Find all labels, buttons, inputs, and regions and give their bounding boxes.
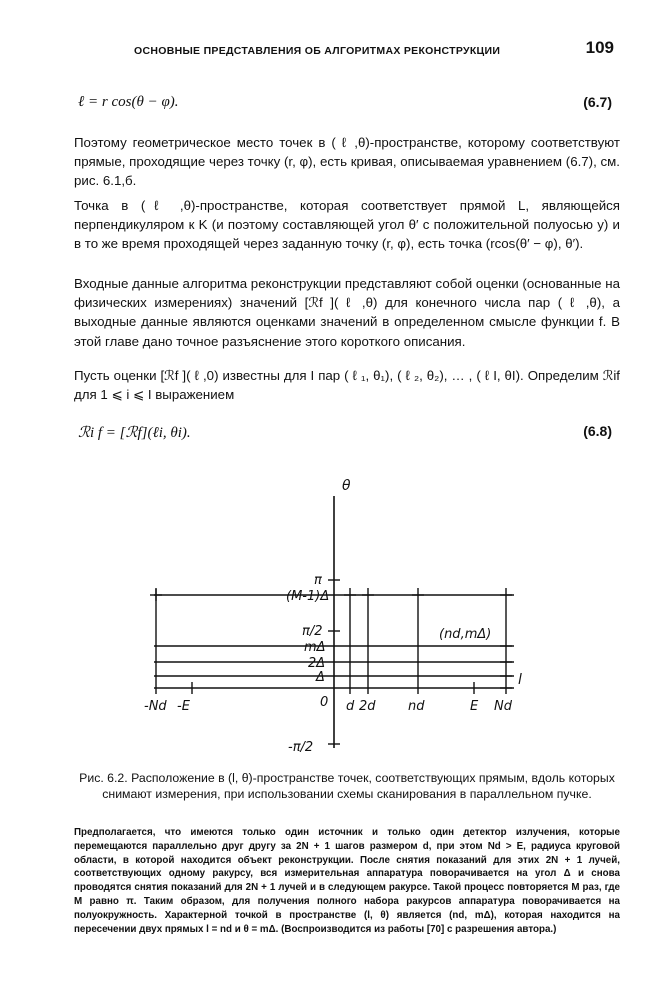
label-pi: π	[314, 573, 322, 588]
figure-caption: Рис. 6.2. Расположение в (l, θ)-пространстве точек, соответствующих прямым, вдоль которых снимают измерения, при использовании схемы сканирования в параллельном пучке.	[79, 771, 615, 801]
paragraph-3: Входные данные алгоритма реконструкции представляют собой оценки (основанные на физических измерениях) значений [ℛf ]( ℓ ,θ) для конечного числа пар ( ℓ ,θ), а выходные данные являются оценками значений в определенном смысле функции f. В этой главе дано точное разъяснение этого короткого описания.	[74, 276, 620, 349]
label-delta: Δ	[316, 670, 325, 685]
page-header	[0, 38, 666, 62]
equation-6-8	[64, 423, 624, 445]
label-d: d	[346, 699, 355, 714]
page-number: 109	[585, 38, 614, 57]
label-zero: 0	[320, 695, 329, 710]
theta-axis-label: θ	[342, 478, 351, 494]
label-minus-pi-half: -π/2	[288, 740, 314, 755]
label-big-nd: Nd	[494, 699, 512, 714]
figure-6-2	[74, 468, 634, 768]
paragraph-1: Поэтому геометрическое место точек в ( ℓ ,θ)-пространстве, которому соответствуют прямые, проходящие через точку (r, φ), есть кривая, описываемая уравнением (6.7), см. рис. 6.1,б.	[74, 135, 620, 189]
point-label: (nd,mΔ)	[439, 627, 492, 642]
label-2delta: 2Δ	[308, 656, 326, 671]
equation-number: (6.7)	[583, 94, 612, 110]
label-nd: nd	[408, 699, 425, 714]
label-pi-half: π/2	[302, 624, 323, 639]
equation-number: (6.8)	[583, 423, 612, 439]
figure-note: Предполагается, что имеются только один источник и только один детектор излучения, которые перемещаются параллельно друг другу за 2N + 1 шагов размером d, при этом Nd > E, радиуса круговой области, в которой находится объект реконструкции. После снятия показаний для этих 2N + 1 лучей, соответствующих одному ракурсу, вся измерительная аппаратура поворачивается на угол Δ и снова проводятся снятия показаний для 2N + 1 лучей и в следующем ракурсе. Такой процесс повторяется M раз, где M равно π. Таким образом, для получения полного набора ракурсов аппаратура поворачивается на полуокружность. Характерной точкой в пространстве (l, θ) является (nd, mΔ), которая находится на пересечении двух прямых l = nd и θ = mΔ. (Воспроизводится из работы [70] с разрешения автора.)	[74, 827, 620, 935]
label-m1-delta: (M-1)Δ	[286, 589, 330, 604]
label-e: E	[470, 699, 479, 714]
paragraph-4: Пусть оценки [ℛf ]( ℓ ,0) известны для I пар ( ℓ ₁, θ₁), ( ℓ ₂, θ₂), … , ( ℓ I, θI). Определим ℛif для 1 ⩽ i ⩽ I выражением	[74, 368, 620, 403]
label-m-delta: mΔ	[304, 640, 326, 655]
sampling-diagram	[74, 468, 634, 768]
label-minus-nd: -Nd	[144, 699, 167, 714]
l-axis-label: l	[518, 672, 522, 688]
running-title: ОСНОВНЫЕ ПРЕДСТАВЛЕНИЯ ОБ АЛГОРИТМАХ РЕКОНСТРУКЦИИ	[134, 45, 501, 57]
equation-text: ℓ = r cos(θ − φ).	[78, 94, 179, 110]
equation-text: ℛi f = [ℛf](ℓi, θi).	[78, 425, 191, 441]
paragraph-2: Точка в (ℓ ,θ)-пространстве, которая соответствует прямой L, являющейся перпендикуляром к K (и поэтому составляющей угол θ′ с положительной полуосью y) и в то же время проходящей через заданную точку (r, φ), есть точка (rcos(θ′ − φ), θ′).	[74, 198, 620, 252]
label-minus-e: -E	[177, 699, 190, 714]
label-2d: 2d	[359, 699, 376, 714]
equation-6-7	[64, 94, 624, 116]
